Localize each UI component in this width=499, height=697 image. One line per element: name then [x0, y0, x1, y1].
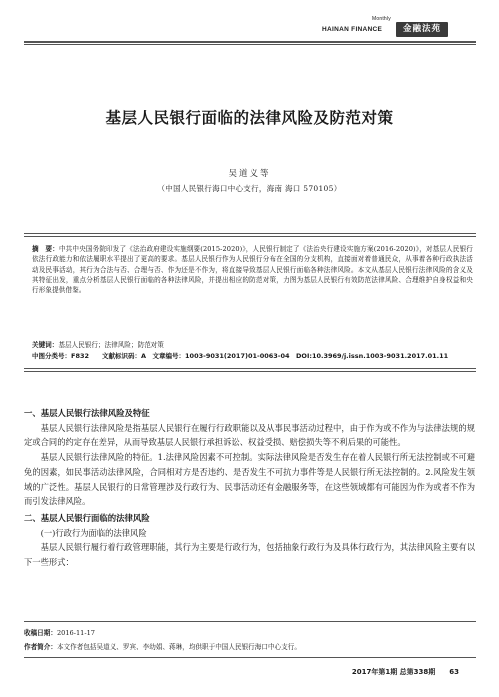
abstract-bottom-rule: [24, 368, 476, 369]
keywords-label: 关键词：: [32, 341, 59, 349]
author-info: [24, 641, 301, 651]
article-title: 基层人民银行面临的法律风险及防范对策: [105, 109, 394, 127]
abstract-label: 摘 要：: [32, 245, 59, 253]
author-info-label: 作者简介：: [24, 643, 57, 651]
header-journal-name: HAINAN FINANCE: [322, 26, 383, 33]
header-rule-thin: [24, 44, 476, 45]
classification-line: 中图分类号：F832 文献标识码：A 文章编号：1003-9031(2017)01-0063-04 DOI:10.3969/j.issn.1003-9031.2017.01.11: [32, 352, 449, 360]
paragraph: 基层人民银行履行着行政管理职能，其行为主要是行政行为，包括抽象行政行为及具体行政行为，其法律风险主要有以下一些形式：: [24, 542, 475, 568]
header-rule: [24, 41, 476, 43]
section-heading: 一、基层人民银行法律风险及特征: [24, 408, 150, 418]
footer-rule: [24, 657, 476, 658]
article-author: 吴道义等: [228, 169, 271, 179]
section-heading: 二、基层人民银行面临的法律风险: [24, 512, 150, 523]
header-monthly: Monthly: [372, 16, 391, 22]
paragraph: 基层人民银行法律风险的特征。1.法律风险因素不可控制。实际法律风险是否发生存在着人民银行所无法控制或不可避免的因素，如民事活动法律风险，合同相对方是否违约、是否发生不可抗力事件等是人民银行所无法控制的。2.风险发生领域的广泛性。基层人民银行的日常管理涉及行政行为、民事活动还有金融服务等，在这些领域都有可能因为作为或者不作为而引发法律风险。: [24, 452, 475, 507]
subsection-heading: (一)行政行为面临的法律风险: [40, 527, 147, 538]
received-label: 收稿日期：: [24, 629, 57, 637]
abstract-top-rule: [24, 233, 476, 234]
body-text: [24, 406, 475, 570]
paragraph: 基层人民银行法律风险是指基层人民银行在履行行政职能以及从事民事活动过程中，由于作为或不作为与法律法规的规定或合同的约定存在差异，从而导致基层人民银行承担诉讼、权益受损、赔偿损失等不利后果的可能性。: [24, 422, 475, 448]
author-info-text: 本文作者包括吴道义、罗宾、李幼娟、蒋琳，均供职于中国人民银行海口中心支行。: [56, 643, 301, 651]
received-value: 2016-11-17: [56, 629, 95, 637]
keywords-text: 基层人民银行；法律风险；防范对策: [58, 341, 164, 349]
abstract-bottom-rule-2: [24, 371, 476, 372]
page-info: 2017年第1期 总第338期 63: [351, 668, 459, 676]
abstract: [32, 244, 473, 295]
header-column-badge: 金融法苑: [396, 22, 448, 37]
article-affiliation: （中国人民银行海口中心支行，海南 海口 570105）: [157, 184, 342, 193]
abstract-text: 中共中央国务院印发了《法治政府建设实施纲要(2015-2020)》，人民银行制定了《法治央行建设实施方案(2016-2020)》，对基层人民银行依法行政能力和依法履职水平提出了更高的要求。基层人民银行作为人民银行分布在全国的分支机构，直接面对着普通民众，从事着各种行政执法活动及民事活动，其行为合法与否、合理与否、作为还是不作为，将直接导致基层人民银行面临各种法律风险。本文从基层人民银行法律风险的含义及其特征出发，重点分析基层人民银行面临的各种法律风险，并提出相应的防范对策，力图为基层人民银行有效防范法律风险、合理维护自身权益和央行形象提供借鉴。: [32, 245, 474, 295]
abstract-top-rule-2: [24, 236, 476, 237]
received-date: [24, 627, 95, 637]
keywords: [32, 339, 164, 349]
footnote-rule: [24, 621, 476, 622]
